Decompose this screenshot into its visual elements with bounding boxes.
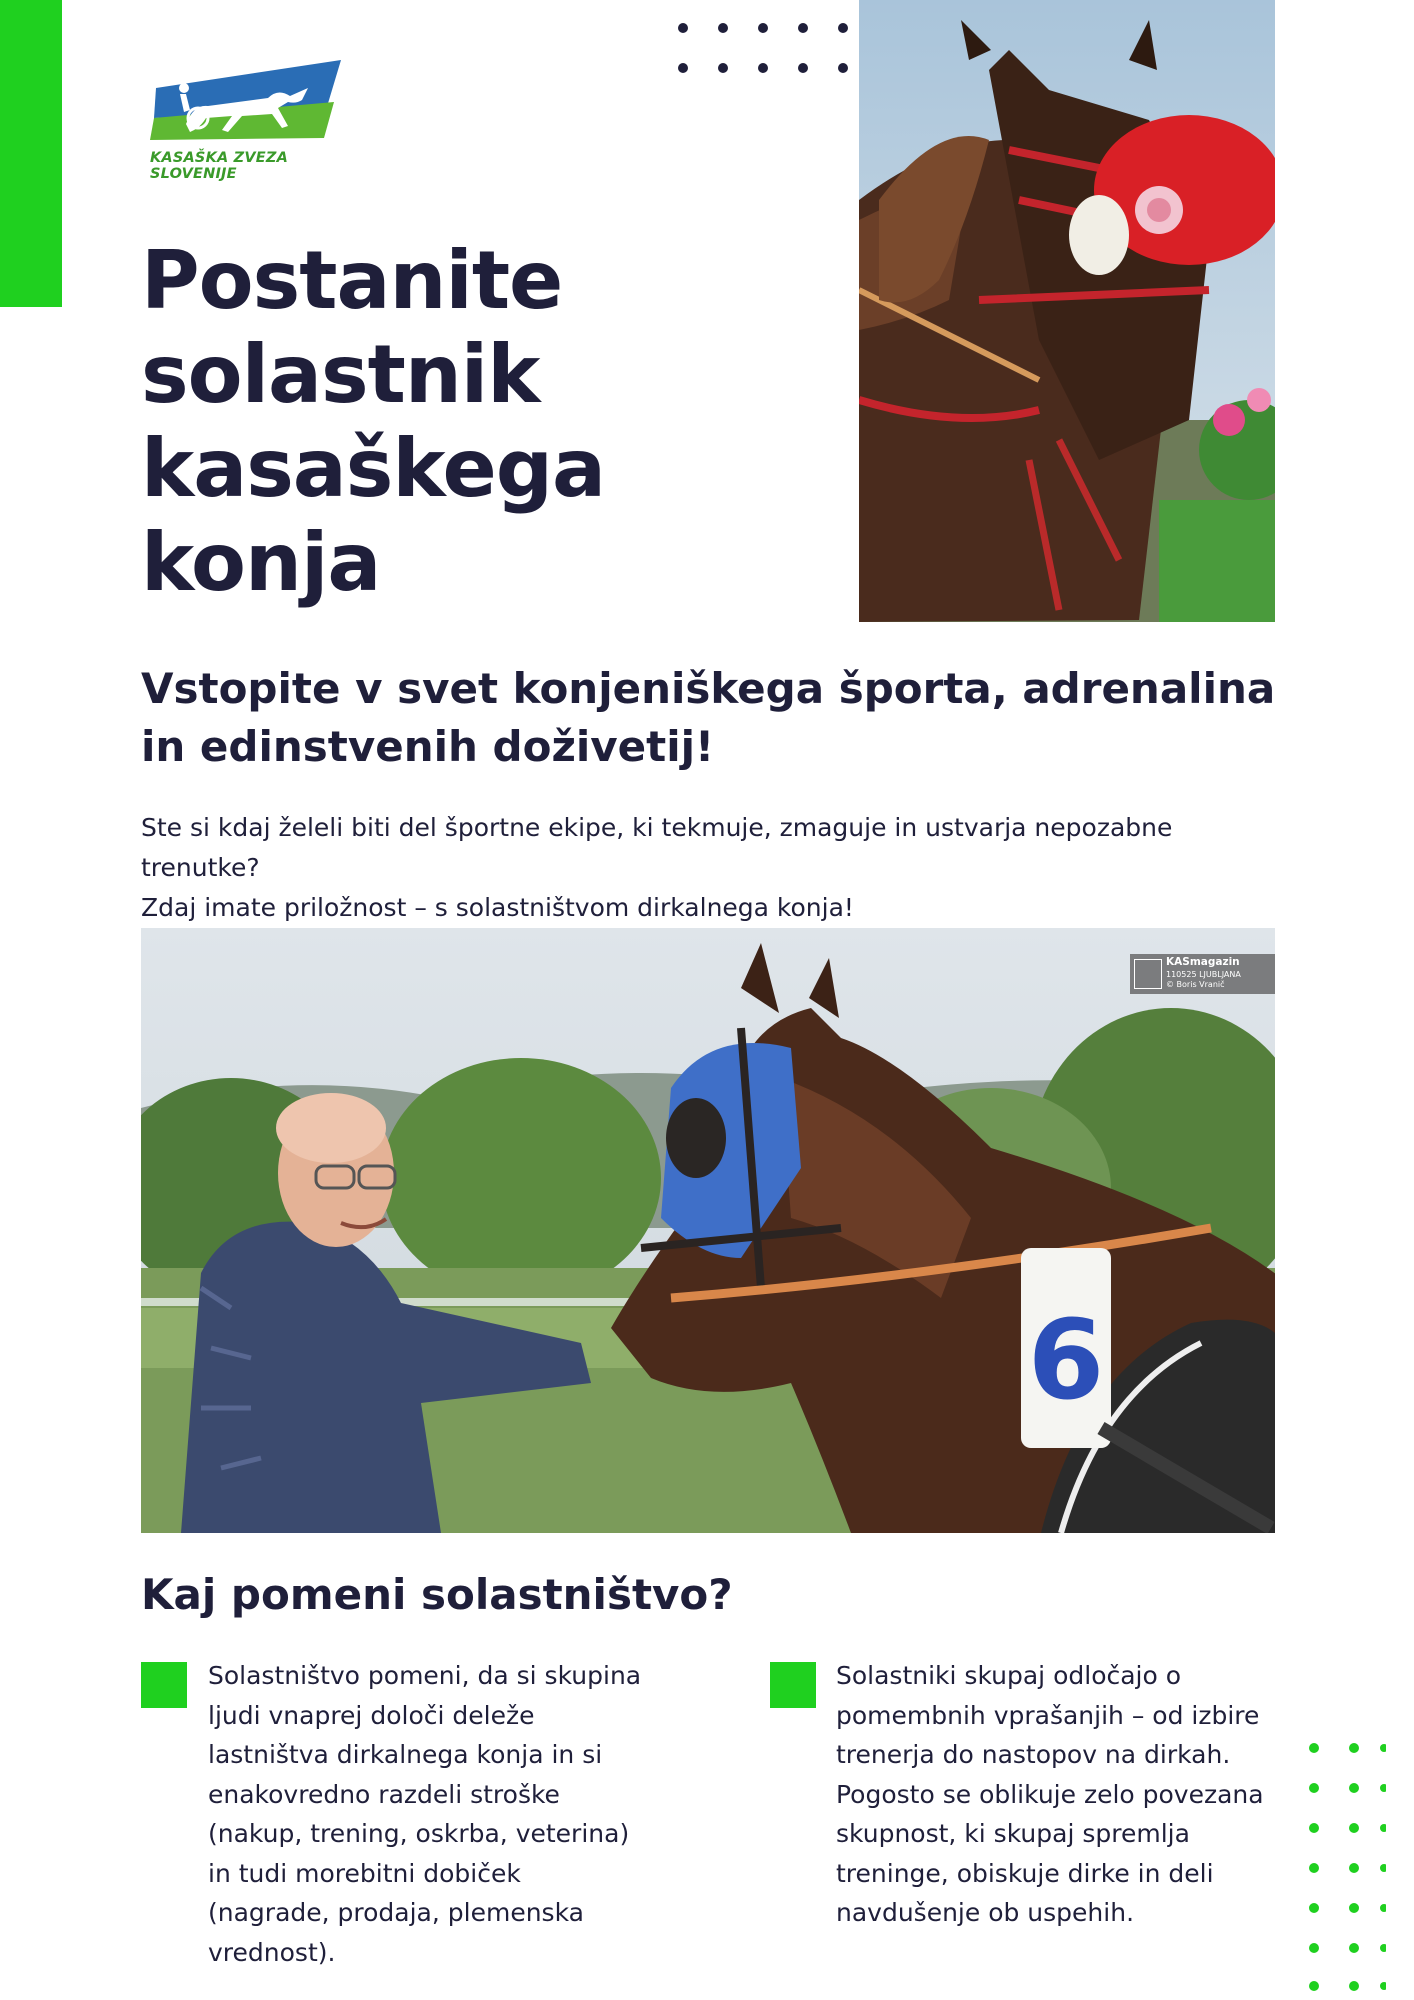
photo-watermark (1130, 954, 1275, 994)
intro-paragraph (141, 808, 1291, 928)
photo-horse-jockey (859, 0, 1275, 622)
section-title: Kaj pomeni solastništvo? (141, 1570, 733, 1619)
intro-line-2: Zdaj imate priložnost – s solastništvom dirkalnega konja! (141, 893, 854, 922)
bullet-square-1 (141, 1662, 187, 1708)
watermark-credit: © Boris Vranič (1166, 980, 1225, 989)
photo-man-with-horse (141, 928, 1275, 1533)
page-title: Postanite solastnik kasaškega konja (141, 234, 605, 609)
number-plate: 6 (1027, 1296, 1105, 1424)
logo-text: KASAŠKA ZVEZA SLOVENIJE (150, 150, 289, 182)
intro-line-1: Ste si kdaj želeli biti del športne ekipe, ki tekmuje, zmaguje in ustvarja nepozabne trenutke? (141, 813, 1173, 882)
watermark-icon (1134, 959, 1162, 989)
bullet-square-2 (770, 1662, 816, 1708)
bullet-text-1: Solastništvo pomeni, da si skupina ljudi vnaprej določi deleže lastništva dirkalnega konja in si enakovredno razdeli stroške (nakup, trening, oskrba, veterina) in tudi morebitni dobiček (nagrade, prodaja, plemenska vrednost). (208, 1661, 642, 1967)
accent-bar (0, 0, 62, 307)
page-subtitle: Vstopite v svet konjeniškega športa, adrenalina in edinstvenih doživetij! (141, 664, 1276, 771)
watermark-location: 110525 LJUBLJANA (1166, 970, 1241, 979)
dot-pattern-bottom-right (1306, 1742, 1386, 1992)
watermark-brand: KASmagazin (1166, 956, 1240, 968)
bullet-text-2: Solastniki skupaj odločajo o pomembnih vprašanjih – od izbire trenerja do nastopov na dirkah. Pogosto se oblikuje zelo povezana skupnost, ki skupaj spremlja treninge, obiskuje dirke in deli navdušenje ob uspehih. (836, 1661, 1264, 1927)
